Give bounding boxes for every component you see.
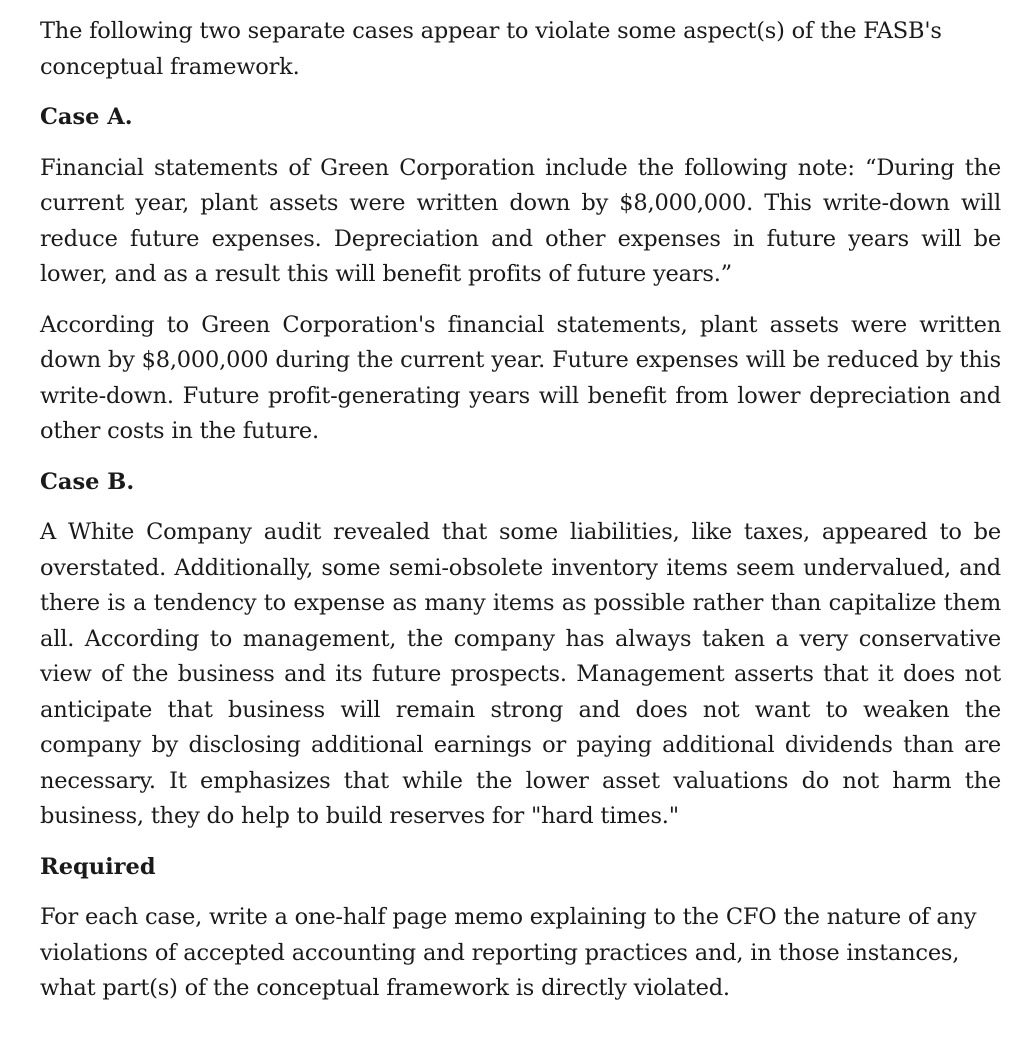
case-a-heading: Case A. bbox=[40, 104, 133, 130]
case-b-heading: Case B. bbox=[40, 468, 135, 495]
case-a-paragraph-1: Financial statements of Green Corporation include the following note: “During the current year, plant assets were written down by $8,000,000. This write-down will reduce future expenses. Depreciation and other expenses in future years will be lower, and as a result this will benefit profits of future years.” bbox=[40, 154, 1001, 287]
document bbox=[40, 14, 1001, 1007]
case-a-paragraph-2: According to Green Corporation's financial statements, plant assets were written down by $8,000,000 during the current year. Future expenses will be reduced by this write-down. Future profit-generating years will benefit from lower depreciation and other costs in the future. bbox=[40, 311, 1001, 444]
required-paragraph: For each case, write a one-half page memo explaining to the CFO the nature of any violations of accepted accounting and reporting practices and, in those instances, what part(s) of the conceptual framework is directly violated. bbox=[40, 904, 977, 1001]
required-heading: Required bbox=[40, 853, 156, 880]
case-b-paragraph-1: A White Company audit revealed that some liabilities, like taxes, appeared to be overstated. Additionally, some semi-obsolete inventory items seem undervalued, and there is a tendency to expense as many items as possible rather than capitalize them all. According to management, the company has always taken a very conservative view of the business and its future prospects. Management asserts that it does not anticipate that business will remain strong and does not want to weaken the company by disclosing additional earnings or paying additional dividends than are necessary. It emphasizes that while the lower asset valuations do not harm the business, they do help to build reserves for "hard times." bbox=[40, 519, 1001, 829]
intro-paragraph: The following two separate cases appear to violate some aspect(s) of the FASB's conceptual framework. bbox=[40, 18, 942, 80]
